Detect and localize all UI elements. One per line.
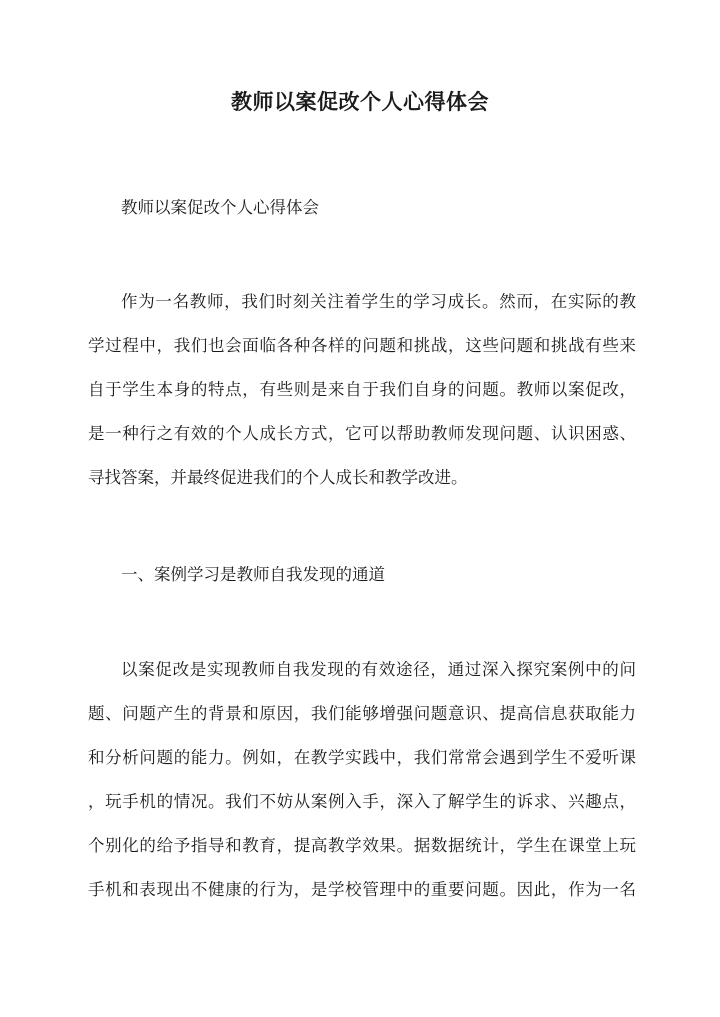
paragraph-1-line-1: 作为一名教师，我们时刻关注着学生的学习成长。然而，在实际的教	[121, 292, 636, 311]
paragraph-2-line-2: 题、问题产生的背景和原因，我们能够增强问题意识、提高信息获取能力	[88, 704, 636, 723]
paragraph-2-line-4: ，玩手机的情况。我们不妨从案例入手，深入了解学生的诉求、兴趣点，	[88, 792, 636, 811]
paragraph-1-line-2: 学过程中，我们也会面临各种各样的问题和挑战，这些问题和挑战有些来	[88, 336, 636, 355]
section-heading-1: 一、案例学习是教师自我发现的通道	[121, 565, 385, 584]
paragraph-2-line-1: 以案促改是实现教师自我发现的有效途径，通过深入探究案例中的问	[121, 660, 636, 679]
paragraph-2-line-5: 个别化的给予指导和教育，提高教学效果。据数据统计，学生在课堂上玩	[88, 836, 636, 855]
paragraph-1-line-5: 寻找答案，并最终促进我们的个人成长和教学改进。	[88, 468, 468, 487]
paragraph-2-line-6: 手机和表现出不健康的行为，是学校管理中的重要问题。因此，作为一名	[88, 880, 636, 899]
paragraph-1-line-4: 是一种行之有效的个人成长方式，它可以帮助教师发现问题、认识困惑、	[88, 424, 636, 443]
document-title: 教师以案促改个人心得体会	[231, 89, 489, 114]
document-subtitle: 教师以案促改个人心得体会	[121, 198, 319, 217]
paragraph-1-line-3: 自于学生本身的特点，有些则是来自于我们自身的问题。教师以案促改，	[88, 380, 636, 399]
paragraph-2-line-3: 和分析问题的能力。例如，在教学实践中，我们常常会遇到学生不爱听课	[88, 748, 636, 767]
